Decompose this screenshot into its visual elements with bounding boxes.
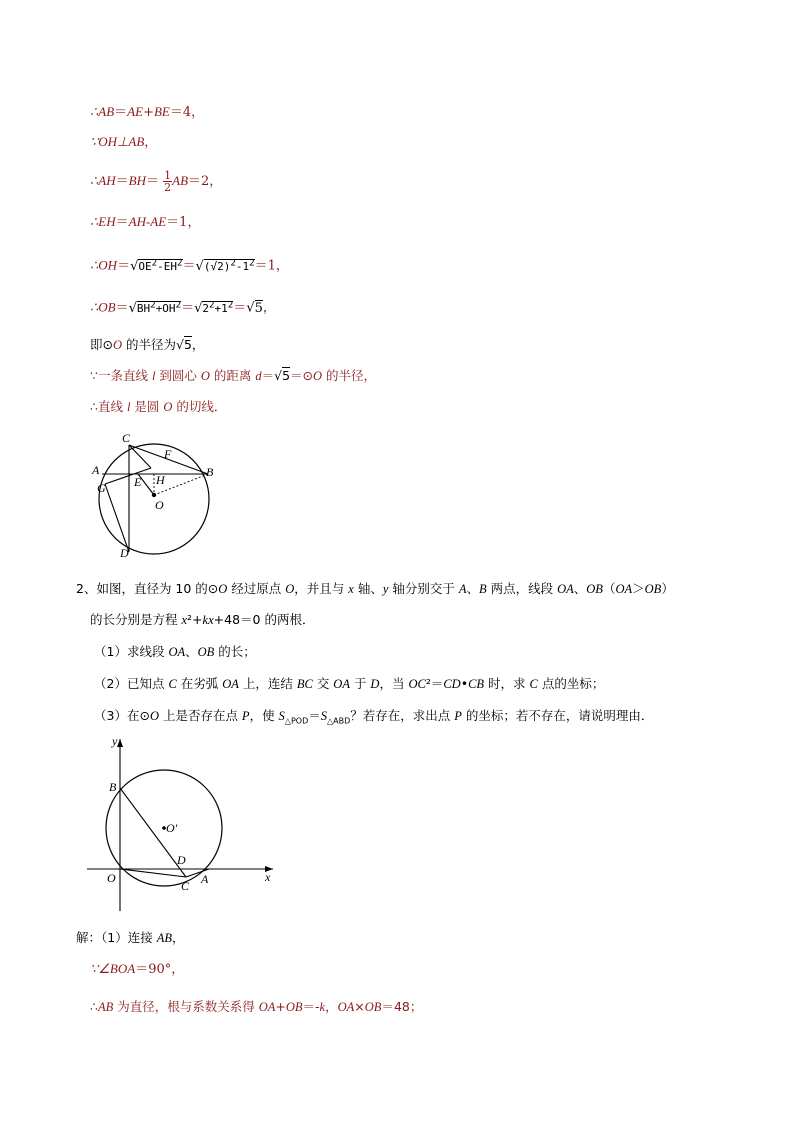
fig2-label-b: B	[109, 780, 117, 794]
problem2-question-1: （1）求线段 OA、OB 的长；	[94, 644, 256, 659]
fig2-label-c: C	[181, 879, 190, 893]
fig2-label-a: A	[201, 872, 209, 886]
answer-line-2: ∵∠BOA＝90°，	[90, 961, 185, 977]
answer-line-3: ∴AB 为直径，根与系数关系得 OA+OB＝-k，OA×OB＝48；	[90, 999, 423, 1014]
fig1-label-d: D	[120, 546, 129, 560]
solution-line-6: $\therefore OB=√BH^2+OH^2=√2^2+1^2=√5$，	[90, 299, 276, 316]
fig2-label-y: y	[112, 734, 118, 748]
solution-line-1: ∴AB＝AE+BE＝4，	[90, 104, 205, 120]
solution-line-3: ∴AH＝BH＝ $\frac{1}{2}$ AB＝2，	[90, 169, 223, 194]
problem2-line1: 2、如图，直径为 10 的⊙O 经过原点 O，并且与 x 轴、y 轴分别交于 A、B 两点，线段 OA、OB（OA＞OB）	[76, 581, 674, 596]
fig1-label-h: H	[156, 473, 165, 487]
figure-1-circle-diagram	[85, 428, 225, 563]
circle-o	[99, 444, 209, 554]
answer-line-1: 解：（1）连接 AB，	[76, 930, 185, 945]
fig1-label-f: F	[164, 447, 172, 461]
figure-2-coordinate-diagram	[85, 733, 280, 915]
problem2-question-2: （2）已知点 C 在劣弧 OA 上，连结 BC 交 OA 于 D，当 OC²＝CD•CB 时，求 C 点的坐标；	[94, 676, 605, 691]
fig2-label-o-prime: O'	[166, 821, 178, 835]
solution-line-4: ∴EH＝AH-AE＝1，	[90, 214, 201, 230]
fig2-label-o: O	[107, 871, 116, 885]
solution-line-8: ∵一条直线 l 到圆心 O 的距离 d＝√5＝⊙O 的半径，	[90, 368, 377, 383]
fig2-label-x: x	[265, 870, 271, 884]
fig1-label-c: C	[122, 431, 131, 445]
solution-line-7: 即⊙O 的半径为√5，	[90, 337, 205, 352]
solution-line-9: ∴直线 l 是圆 O 的切线．	[90, 399, 227, 414]
fig1-label-o: O	[155, 498, 164, 512]
fig1-label-b: B	[206, 465, 214, 479]
fig2-label-d: D	[177, 853, 186, 867]
fig1-label-g: G	[97, 481, 106, 495]
solution-line-5: $\therefore OH=√OE^2-EH^2=√(√2)^2-1^2=1$，	[90, 257, 289, 274]
fig1-label-e: E	[134, 475, 142, 489]
problem2-line2: 的长分别是方程 x²+kx+48＝0 的两根．	[90, 612, 315, 627]
solution-line-2: ∵OH⊥AB，	[90, 134, 158, 150]
fig1-label-a: A	[92, 463, 100, 477]
problem2-question-3: （3）在⊙O 上是否存在点 P，使 $S_{\triangle POD}=S_{\triangle ABD}$？若存在，求出点 P 的坐标；若不存在，请说明理由．	[94, 708, 654, 726]
